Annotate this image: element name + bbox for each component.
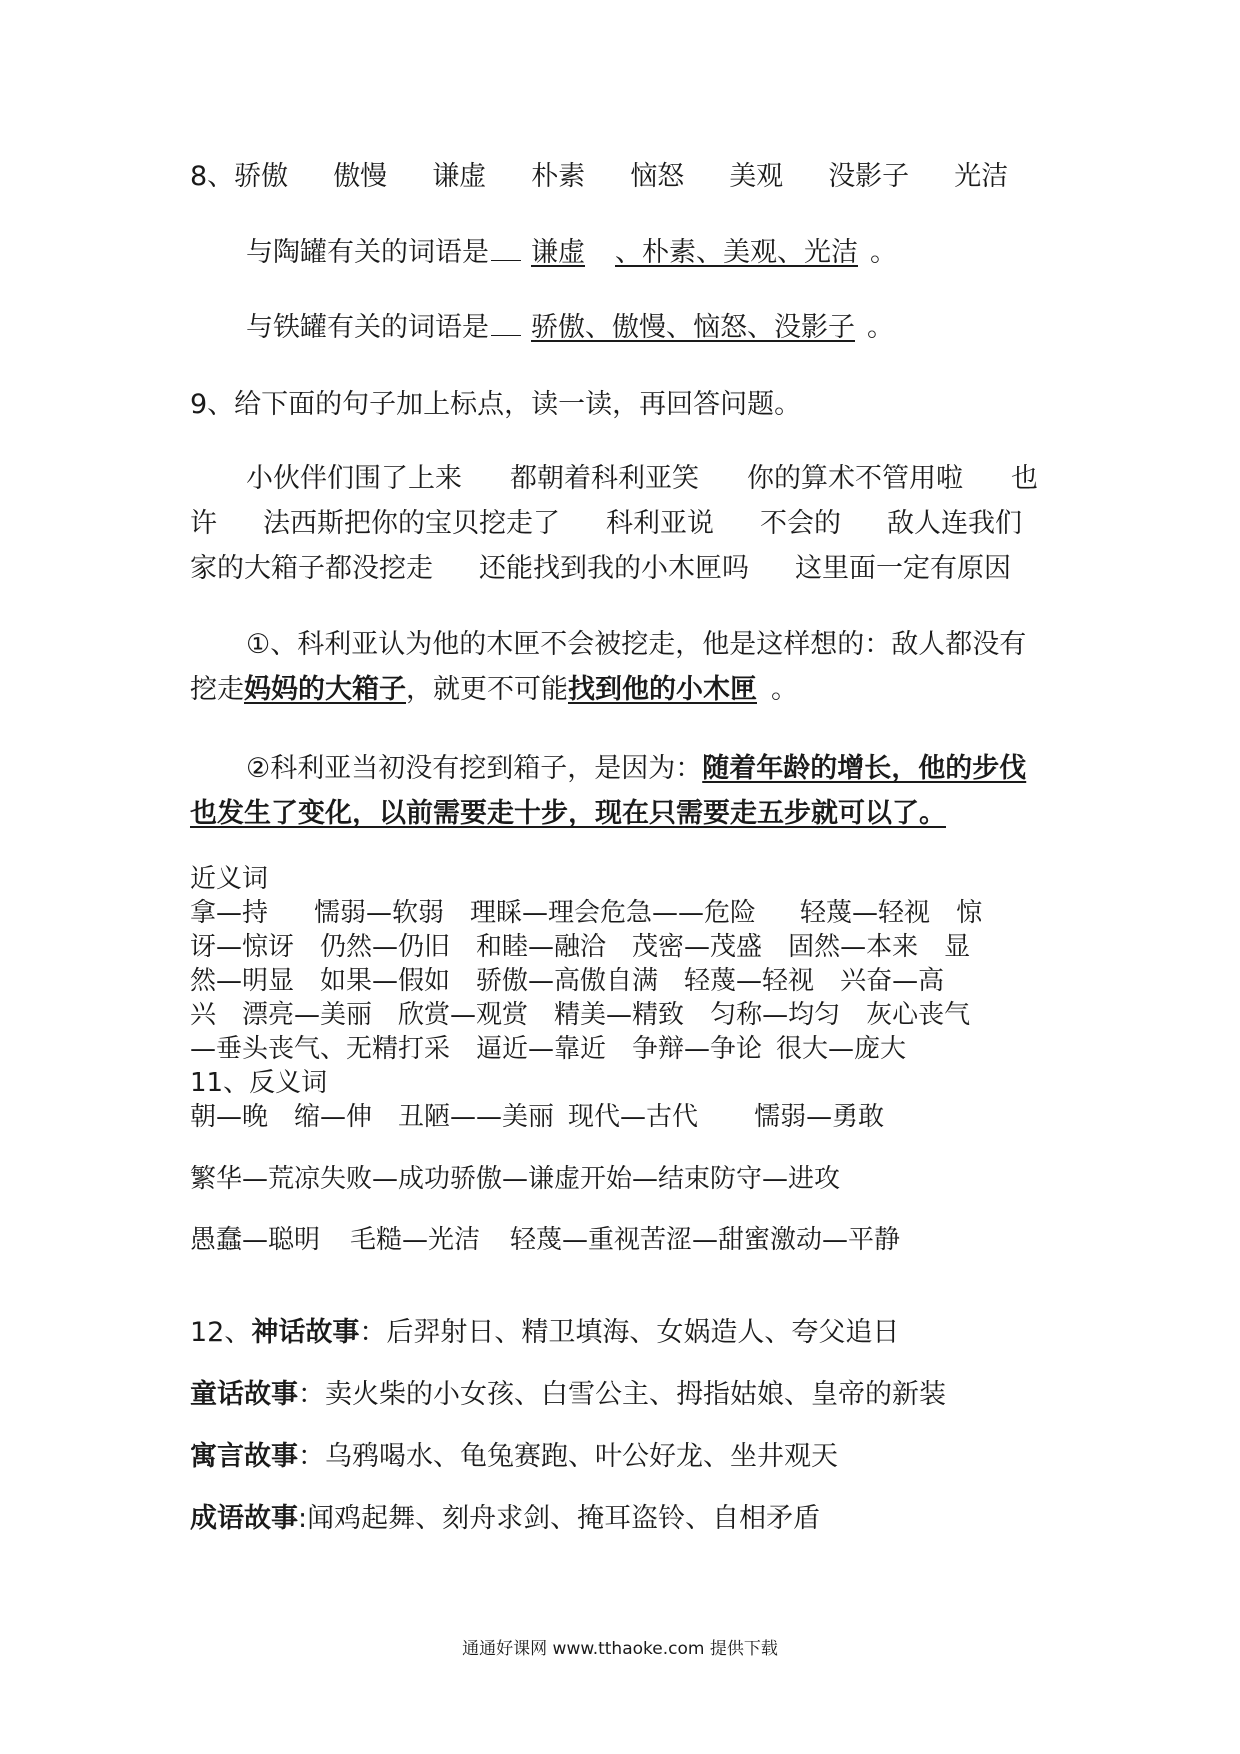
synonym-pair: 灰心丧气 xyxy=(866,1000,971,1030)
passage-clause: 家的大箱子都没挖走 xyxy=(190,553,433,584)
q8-word: 美观 xyxy=(729,161,784,192)
synonym-pair: 逼近—靠近 xyxy=(476,1034,607,1064)
passage-clause: 科利亚说 xyxy=(606,508,714,539)
q12-myth-label: 神话故事 xyxy=(251,1317,360,1348)
synonym-pair: 如果—假如 xyxy=(320,966,451,996)
q12-fairy-line xyxy=(190,1378,946,1412)
sub1-answer-1: 妈妈的大箱子 xyxy=(244,674,406,705)
antonyms-line: 繁华—荒凉失败—成功骄傲—谦虚开始—结束防守—进攻 xyxy=(190,1164,841,1194)
synonym-pair: 拿—持 xyxy=(190,898,269,928)
q9-title: 9、给下面的句子加上标点，读一读，再回答问题。 xyxy=(190,389,802,420)
synonym-pair: 仍然—仍旧 xyxy=(320,932,451,962)
synonym-pair: 精美—精致 xyxy=(554,1000,685,1030)
synonym-pair: 讶—惊讶 xyxy=(190,932,295,962)
synonym-pair: 和睦—融洽 xyxy=(476,932,607,962)
q9-sub1-line1: ①、科利亚认为他的木匣不会被挖走，他是这样想的：敌人都没有 xyxy=(246,629,1027,660)
antonym-pair: 懦弱—勇敢 xyxy=(754,1102,885,1132)
synonym-pair: 匀称—均匀 xyxy=(710,1000,841,1030)
q8-word: 朴素 xyxy=(531,161,586,192)
q9-passage-line xyxy=(190,507,1022,541)
sub2-answer: 也发生了变化，以前需要走十步，现在只需要走五步就可以了。 xyxy=(190,798,946,829)
q9-sub2-line2 xyxy=(190,797,946,831)
passage-clause: 敌人连我们 xyxy=(887,508,1022,539)
antonyms-title: 11、反义词 xyxy=(190,1068,328,1098)
q9-passage-line xyxy=(190,552,1011,586)
q8-iron-answer: 骄傲、傲慢、恼怒、没影子 xyxy=(531,312,855,343)
sub2-answer: 随着年龄的增长，他的步伐 xyxy=(702,753,1027,784)
passage-clause: 不会的 xyxy=(760,508,841,539)
sub1-text: ，就更不可能 xyxy=(406,674,568,705)
answer-blank xyxy=(491,334,521,336)
period: 。 xyxy=(870,237,897,268)
q12-fable-label: 寓言故事 xyxy=(190,1441,298,1472)
synonym-pair: 固然—本来 xyxy=(788,932,919,962)
q9-sub2-line1 xyxy=(246,752,1026,786)
q12-idiom-line xyxy=(190,1502,820,1536)
synonym-pair: —垂头丧气、无精打采 xyxy=(190,1034,451,1064)
synonyms-line xyxy=(190,930,970,964)
q12-fable-text: ：乌鸦喝水、龟兔赛跑、叶公好龙、坐井观天 xyxy=(298,1441,838,1472)
q8-word: 没影子 xyxy=(828,161,910,192)
synonym-pair: 惊 xyxy=(956,898,983,928)
q8-pottery-label: 与陶罐有关的词语是 xyxy=(246,237,489,268)
synonym-pair: 争辩—争论 xyxy=(632,1034,763,1064)
antonym-pair: 缩—伸 xyxy=(294,1102,373,1132)
q8-iron-line xyxy=(246,311,894,345)
q12-idiom-text: :闻鸡起舞、刻舟求剑、掩耳盗铃、自相矛盾 xyxy=(298,1503,821,1534)
q8-pottery-answer-first: 谦虚 xyxy=(531,237,585,268)
antonym-pair: 毛糙—光洁 xyxy=(350,1225,481,1255)
page-footer: 通通好课网 www.tthaoke.com 提供下载 xyxy=(462,1639,778,1659)
synonym-pair: 茂密—茂盛 xyxy=(632,932,763,962)
antonyms-line xyxy=(190,1100,884,1134)
q9-sub1-line2 xyxy=(190,673,798,707)
q12-fairy-text: ：卖火柴的小女孩、白雪公主、拇指姑娘、皇帝的新装 xyxy=(298,1379,946,1410)
antonym-pair: 丑陋——美丽 xyxy=(398,1102,555,1132)
q8-word: 傲慢 xyxy=(333,161,388,192)
passage-clause: 也 xyxy=(1011,463,1038,494)
period: 。 xyxy=(867,312,894,343)
q8-word-list xyxy=(190,160,1008,194)
q12-idiom-label: 成语故事 xyxy=(190,1503,298,1534)
q8-word: 谦虚 xyxy=(432,161,487,192)
q12-fairy-label: 童话故事 xyxy=(190,1379,298,1410)
synonym-pair: 然—明显 xyxy=(190,966,295,996)
synonyms-line xyxy=(190,998,970,1032)
q8-word: 恼怒 xyxy=(630,161,685,192)
q8-word: 8、骄傲 xyxy=(190,161,289,192)
sub1-text: 挖走 xyxy=(190,674,244,705)
synonym-pair: 显 xyxy=(944,932,971,962)
passage-clause: 小伙伴们围了上来 xyxy=(246,463,462,494)
period: 。 xyxy=(771,674,798,705)
q12-myth-text: ：后羿射日、精卫填海、女娲造人、夸父追日 xyxy=(359,1317,900,1348)
passage-clause: 你的算术不管用啦 xyxy=(747,463,963,494)
passage-clause: 这里面一定有原因 xyxy=(795,553,1011,584)
q12-myth-line xyxy=(190,1316,899,1350)
synonyms-line xyxy=(190,896,982,930)
antonyms-line xyxy=(190,1223,900,1257)
synonym-pair: 兴奋—高 xyxy=(840,966,945,996)
q8-word: 光洁 xyxy=(954,161,1009,192)
q12-fable-line xyxy=(190,1440,838,1474)
passage-clause: 法西斯把你的宝贝挖走了 xyxy=(263,508,560,539)
passage-clause: 还能找到我的小木匣吗 xyxy=(479,553,749,584)
antonym-pair: 现代—古代 xyxy=(568,1102,699,1132)
synonym-pair: 轻蔑—轻视 xyxy=(800,898,931,928)
synonym-pair: 欣赏—观赏 xyxy=(398,1000,529,1030)
q8-pottery-answer-rest: 、朴素、美观、光洁 xyxy=(615,237,858,268)
sub1-answer-2: 找到他的小木匣 xyxy=(568,674,757,705)
synonym-pair: 理睬—理会危急——危险 xyxy=(470,898,757,928)
q8-pottery-line xyxy=(246,236,897,270)
passage-clause: 许 xyxy=(190,508,217,539)
sub2-text: ②科利亚当初没有挖到箱子，是因为： xyxy=(246,753,703,784)
antonym-pair: 愚蠢—聪明 xyxy=(190,1225,321,1255)
answer-blank xyxy=(491,259,521,261)
passage-clause: 都朝着科利亚笑 xyxy=(510,463,699,494)
synonyms-line xyxy=(190,1032,906,1066)
synonym-pair: 懦弱—软弱 xyxy=(314,898,445,928)
synonym-pair: 很大—庞大 xyxy=(776,1034,907,1064)
antonym-pair: 朝—晚 xyxy=(190,1102,269,1132)
q9-passage-line xyxy=(246,462,1038,496)
synonym-pair: 骄傲—高傲自满 xyxy=(476,966,659,996)
synonym-pair: 轻蔑—轻视 xyxy=(684,966,815,996)
synonym-pair: 漂亮—美丽 xyxy=(242,1000,373,1030)
synonyms-title: 近义词 xyxy=(190,864,269,894)
q12-number: 12、 xyxy=(190,1317,252,1348)
q8-iron-label: 与铁罐有关的词语是 xyxy=(246,312,489,343)
synonyms-line xyxy=(190,964,944,998)
synonym-pair: 兴 xyxy=(190,1000,217,1030)
antonym-pair: 轻蔑—重视苦涩—甜蜜激动—平静 xyxy=(510,1225,901,1255)
